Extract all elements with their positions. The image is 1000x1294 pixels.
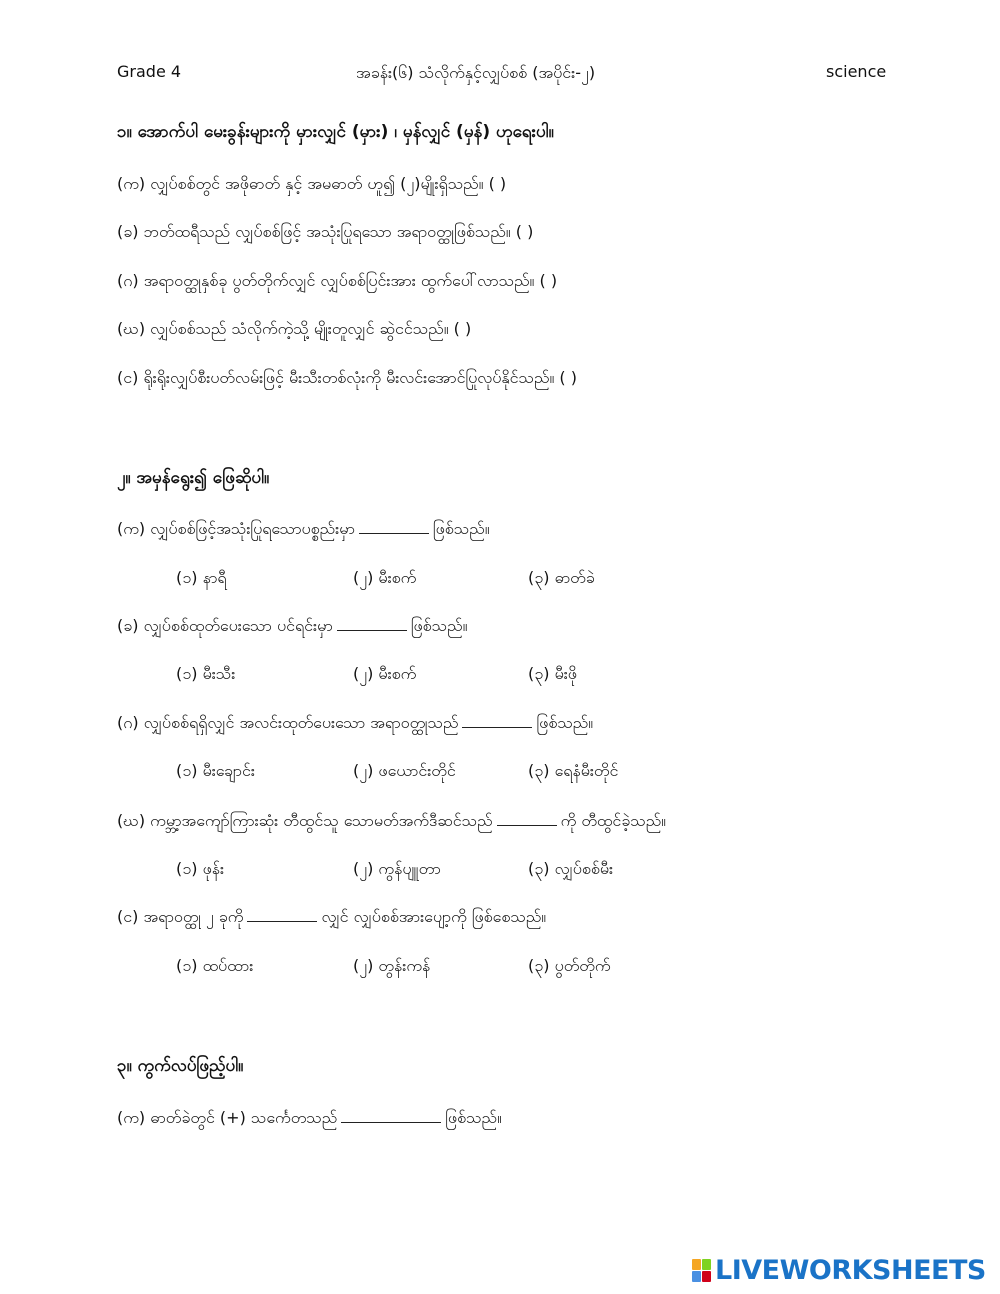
question-text: (က) ဓာတ်ခဲတွင် (+) သင်္ကေတသည် (117, 1108, 338, 1127)
question-suffix: ကို တီထွင်ခဲ့သည်။ (560, 811, 667, 830)
question-suffix: ဖြစ်သည်။ (432, 519, 490, 538)
liveworksheets-logo (692, 1255, 986, 1286)
option-2[interactable]: (၂) ကွန်ပျူတာ (353, 859, 441, 878)
option-2[interactable]: (၂) တွန်းကန် (353, 956, 431, 975)
option-1[interactable]: (၁) ဖုန်း (176, 859, 225, 878)
question-text: (ဃ) ကမ္ဘာ့အကျော်ကြားဆုံး တီထွင်သူ သောမတ်အက်ဒီဆင်သည် (117, 811, 493, 830)
answer-box[interactable]: ( ) (453, 319, 472, 338)
tf-question-5 (117, 367, 577, 391)
answer-box[interactable]: ( ) (515, 222, 534, 241)
logo-block (702, 1271, 711, 1282)
option-1[interactable]: (၁) မီးသီး (176, 664, 236, 683)
tf-question-3 (117, 270, 557, 294)
tf-question-1 (117, 173, 506, 197)
mc-question-1 (117, 518, 490, 542)
option-1[interactable]: (၁) ထပ်ထား (176, 956, 254, 975)
section1-title: ၁။ အောက်ပါ မေးခွန်းများကို မှားလျှင် (မှား) ၊ မှန်လျှင် (မှန်) ဟုရေးပါ။ (117, 122, 554, 142)
section3-title: ၃။ ကွက်လပ်ဖြည့်ပါ။ (117, 1056, 244, 1076)
answer-blank[interactable] (337, 616, 407, 631)
mc-question-4 (117, 810, 666, 834)
question-text: (ဂ) လျှပ်စစ်ရရှိလျှင် အလင်းထုတ်ပေးသော အရာဝတ္ထုသည် (117, 713, 459, 732)
subject-label: science (826, 62, 887, 81)
option-3[interactable]: (၃) ရေနံမီးတိုင် (528, 761, 619, 780)
option-3[interactable]: (၃) ပွတ်တိုက် (528, 956, 611, 975)
page-title: အခန်း(၆) သံလိုက်နှင့်လျှပ်စစ် (အပိုင်း-၂) (356, 63, 596, 82)
answer-box[interactable]: ( ) (488, 174, 507, 193)
question-suffix: ဖြစ်သည်။ (445, 1108, 502, 1127)
option-3[interactable]: (၃) လျှပ်စစ်မီး (528, 859, 614, 878)
option-2[interactable]: (၂) မီးစက် (353, 664, 417, 683)
answer-blank[interactable] (359, 519, 429, 534)
tf-question-2 (117, 221, 533, 245)
option-2[interactable]: (၂) ဖယောင်းတိုင် (353, 761, 456, 780)
answer-blank[interactable] (247, 907, 317, 922)
section2-title: ၂။ အမှန်ရွေး၍ ဖြေဆိုပါ။ (117, 468, 270, 488)
option-1[interactable]: (၁) မီးချောင်း (176, 761, 255, 780)
option-3[interactable]: (၃) မီးဖို (528, 664, 577, 683)
answer-box[interactable]: ( ) (559, 368, 577, 387)
question-text: (ခ) လျှပ်စစ်ထုတ်ပေးသော ပင်ရင်းမှာ (117, 616, 333, 635)
answer-blank[interactable] (497, 811, 557, 826)
fill-question-1 (117, 1107, 502, 1131)
mc-question-2 (117, 615, 467, 639)
question-text: (က) လျှပ်စစ်ဖြင့်အသုံးပြုရသောပစ္စည်းမှာ (117, 519, 355, 538)
option-3[interactable]: (၃) ဓာတ်ခဲ (528, 568, 595, 587)
question-text: (ဂ) အရာဝတ္ထုနှစ်ခု ပွတ်တိုက်လျှင် လျှပ်စစ်ပြင်းအား ထွက်ပေါ်လာသည်။ (117, 271, 535, 290)
answer-blank[interactable] (341, 1108, 441, 1123)
answer-blank[interactable] (462, 713, 532, 728)
logo-text: LIVEWORKSHEETS (715, 1255, 986, 1286)
question-text: (ခ) ဘတ်ထရီသည် လျှပ်စစ်ဖြင့် အသုံးပြုရသော အရာဝတ္ထုဖြစ်သည်။ (117, 222, 511, 241)
question-text: (င) အရာဝတ္ထု ၂ ခုကို (117, 907, 244, 926)
question-suffix: ဖြစ်သည်။ (410, 616, 468, 635)
grade-label: Grade 4 (117, 62, 182, 81)
mc-question-5 (117, 906, 546, 930)
option-2[interactable]: (၂) မီးစက် (353, 568, 417, 587)
tf-question-4 (117, 318, 471, 342)
logo-block (692, 1259, 701, 1270)
logo-block (702, 1259, 711, 1270)
answer-box[interactable]: ( ) (539, 271, 558, 290)
option-1[interactable]: (၁) နာရီ (176, 568, 227, 587)
question-suffix: လျှင် လျှပ်စစ်အားပျော့ကို ဖြစ်စေသည်။ (321, 907, 547, 926)
question-text: (င) ရိုးရိုးလျှပ်စီးပတ်လမ်းဖြင့် မီးသီးတစ်လုံးကို မီးလင်းအောင်ပြုလုပ်နိုင်သည်။ (117, 368, 555, 387)
mc-question-3 (117, 712, 593, 736)
question-text: (ဃ) လျှပ်စစ်သည် သံလိုက်ကဲ့သို့ မျိုးတူလျှင် ဆွဲငင်သည်။ (117, 319, 449, 338)
logo-blocks-icon (692, 1259, 711, 1282)
logo-block (692, 1271, 701, 1282)
question-text: (က) လျှပ်စစ်တွင် အဖိုဓာတ် နှင့် အမဓာတ် ဟူ၍ (၂)မျိုးရှိသည်။ (117, 174, 484, 193)
question-suffix: ဖြစ်သည်။ (536, 713, 594, 732)
